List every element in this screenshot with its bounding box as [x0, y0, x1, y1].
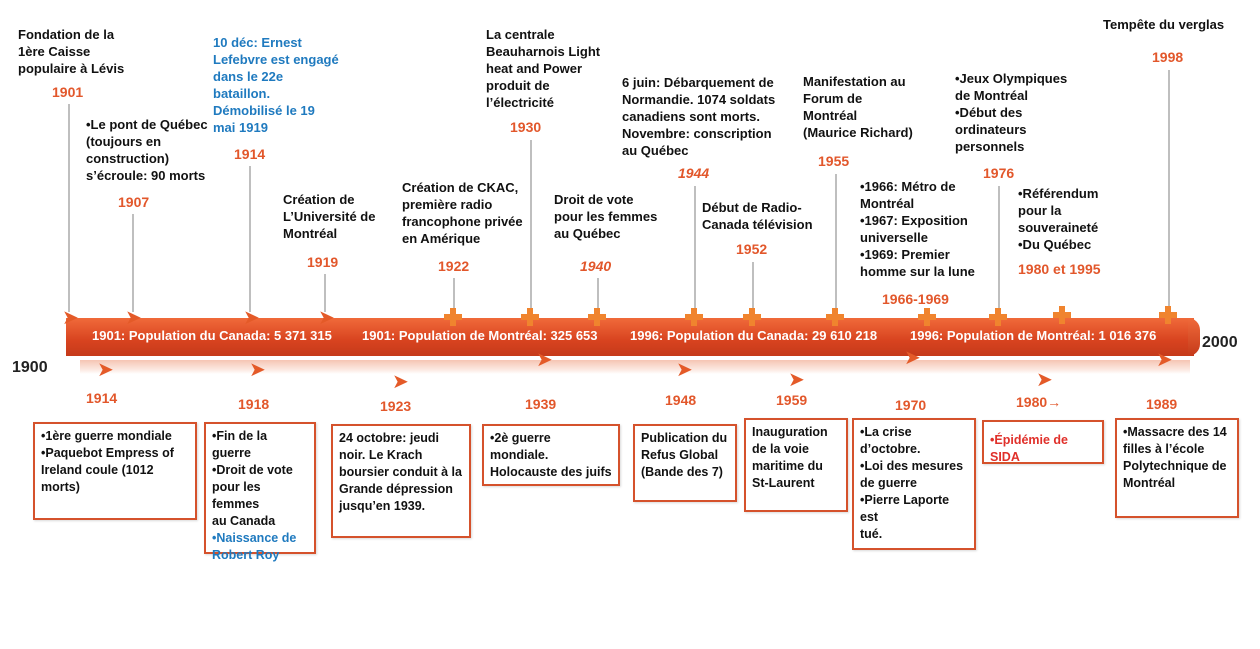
event-text: •Référendum pour la souveraineté •Du Québec [1018, 186, 1099, 252]
event-year: 1930 [510, 119, 542, 135]
event-text: Début de Radio- Canada télévision [702, 200, 813, 232]
timeline-bar-reflection [80, 360, 1190, 374]
event-year: 1959 [776, 392, 808, 408]
event-year: 1989 [1146, 396, 1178, 412]
event-year: 1940 [580, 258, 612, 274]
arrow-marker-icon: ➤ [1036, 369, 1053, 391]
event-box [204, 422, 316, 562]
event-text: Manifestation au Forum de Montréal (Maurice Richard) [803, 74, 913, 140]
event-year: 1966-1969 [882, 291, 949, 307]
event-year: 1948 [665, 392, 697, 408]
event-year: 1922 [438, 258, 470, 274]
event-year: 1919 [307, 254, 339, 270]
event-year: 1914 [234, 146, 266, 162]
event-text: •1966: Métro de Montréal •1967: Exposition universelle •1969: Premier homme sur la lune [860, 179, 975, 279]
arrow-marker-icon: ➤ [243, 307, 260, 329]
event-year: 1976 [983, 165, 1015, 181]
plus-marker-icon [989, 308, 1007, 326]
event-year: 1918 [238, 396, 270, 412]
event-box: •2è guerre mondiale. Holocauste des juifs [482, 424, 620, 486]
end-year: 2000 [1202, 334, 1238, 351]
arrow-marker-icon: ➤ [788, 369, 805, 391]
arrow-marker-icon: ➤ [125, 307, 142, 329]
event-box: Publication du Refus Global (Bande des 7) [633, 424, 737, 502]
event-box-extra: •Naissance de Robert Roy [212, 531, 297, 562]
event-text: Création de CKAC, première radio francophone privée en Amérique [402, 180, 523, 246]
plus-marker-icon [826, 308, 844, 326]
event-stem [453, 278, 455, 308]
event-stem [1168, 70, 1170, 308]
event-stem [694, 186, 696, 308]
event-year: 1914 [86, 390, 118, 406]
event-text: Fondation de la 1ère Caisse populaire à Lévis [18, 27, 125, 76]
plus-marker-icon [1053, 306, 1071, 324]
population-label: 1901: Population de Montréal: 325 653 [362, 328, 598, 343]
arrow-marker-icon: ➤ [97, 359, 114, 381]
arrow-marker-icon: ➤ [62, 307, 79, 329]
event-stem [998, 186, 1000, 308]
event-year: 1939 [525, 396, 557, 412]
event-stem [68, 104, 70, 312]
event-stem [530, 140, 532, 308]
event-year: 1955 [818, 153, 850, 169]
event-year: 1952 [736, 241, 768, 257]
plus-marker-icon [1159, 306, 1177, 324]
plus-marker-icon [521, 308, 539, 326]
arrow-marker-icon: ➤ [392, 371, 409, 393]
event-year: 1907 [118, 194, 150, 210]
population-label: 1901: Population du Canada: 5 371 315 [92, 328, 332, 343]
arrow-marker-icon: ➤ [536, 349, 553, 371]
event-text: •Le pont de Québec (toujours en construction) s’écroule: 90 morts [86, 117, 208, 183]
arrow-marker-icon: ➤ [249, 359, 266, 381]
population-label: 1996: Population du Canada: 29 610 218 [630, 328, 878, 343]
start-year: 1900 [12, 359, 48, 376]
event-year: 1944 [678, 165, 710, 181]
plus-marker-icon [918, 308, 936, 326]
event-year: 1980→ [1016, 394, 1062, 410]
plus-marker-icon [685, 308, 703, 326]
event-stem [835, 174, 837, 308]
event-text: •Jeux Olympiques de Montréal •Début des ordinateurs personnels [955, 71, 1068, 154]
event-box: •1ère guerre mondiale •Paquebot Empress of Ireland coule (1012 morts) [33, 422, 197, 520]
event-year: 1998 [1152, 49, 1184, 65]
arrow-marker-icon: ➤ [318, 307, 335, 329]
event-text: 10 déc: Ernest Lefebvre est engagé dans le 22e bataillon. Démobilisé le 19 mai 1919 [213, 35, 339, 135]
event-stem [597, 278, 599, 308]
event-box: Inauguration de la voie maritime du St-Laurent [744, 418, 848, 512]
event-box-text: •Fin de la guerre •Droit de vote pour les femmes au Canada [212, 429, 293, 528]
plus-marker-icon [444, 308, 462, 326]
event-stem [132, 214, 134, 312]
event-stem [249, 166, 251, 312]
event-box: •Massacre des 14 filles à l’école Polytechnique de Montréal [1115, 418, 1239, 518]
population-label: 1996: Population de Montréal: 1 016 376 [910, 328, 1157, 343]
plus-marker-icon [588, 308, 606, 326]
event-box: •La crise d’octobre. •Loi des mesures de guerre •Pierre Laporte est tué. [852, 418, 976, 550]
event-box: 24 octobre: jeudi noir. Le Krach boursier conduit à la Grande dépression jusqu’en 1939. [331, 424, 471, 538]
event-text: Droit de vote pour les femmes au Québec [554, 192, 658, 241]
event-text: 6 juin: Débarquement de Normandie. 1074 soldats canadiens sont morts. Novembre: conscription au Québec [622, 75, 776, 158]
arrow-marker-icon: ➤ [904, 347, 921, 369]
arrow-marker-icon: ➤ [1156, 349, 1173, 371]
event-text: La centrale Beauharnois Light heat and Power produit de l’électricité [486, 27, 601, 110]
event-year: 1980 et 1995 [1018, 261, 1101, 277]
event-year: 1901 [52, 84, 84, 100]
plus-marker-icon [743, 308, 761, 326]
event-text: Tempête du verglas [1103, 17, 1225, 32]
event-box: •Épidémie de SIDA [982, 420, 1104, 464]
event-stem [752, 262, 754, 308]
arrow-marker-icon: ➤ [676, 359, 693, 381]
event-year: 1923 [380, 398, 412, 414]
event-year: 1970 [895, 397, 927, 413]
event-text: Création de L’Université de Montréal [283, 192, 376, 241]
